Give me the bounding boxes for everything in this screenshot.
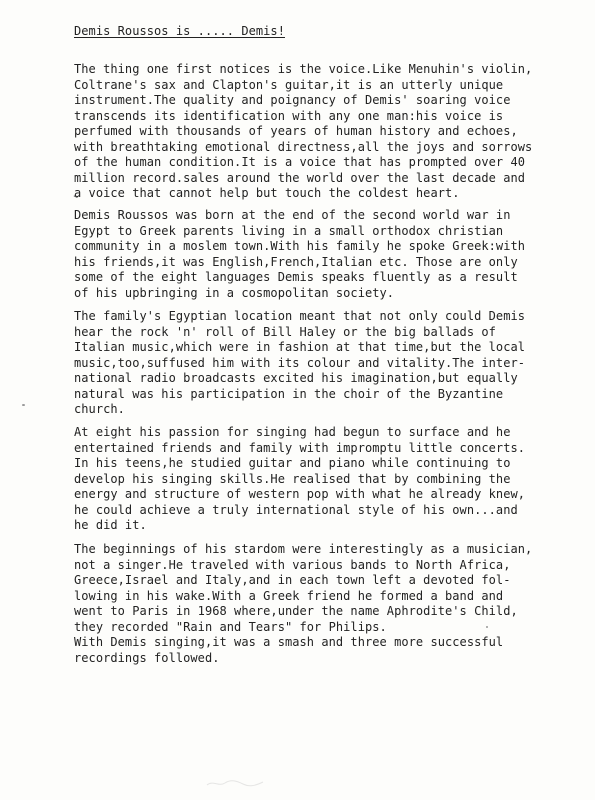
text-line: his friends,it was English,French,Italian etc. Those are only	[74, 254, 518, 269]
text-line: of the human condition.It is a voice that has prompted over 40	[74, 155, 526, 169]
text-line: The beginnings of his stardom were interestingly as a musician,	[74, 542, 533, 556]
text-line: hear the rock 'n' roll of Bill Haley or the big ballads of	[74, 324, 496, 339]
text-line: Egypt to Greek parents living in a small orthodox christian	[74, 223, 504, 238]
text-line: he did it.	[74, 518, 147, 532]
text-line: The family's Egyptian location meant that not only could Demis	[74, 309, 526, 323]
text-line: At eight his passion for singing had begun to surface and he	[74, 425, 511, 439]
paragraph-birth	[74, 208, 525, 301]
text-line: church.	[74, 402, 125, 416]
text-line: with breathtaking emotional directness,all the joys and sorrows	[74, 139, 533, 154]
text-line: of his upbringing in a cosmopolitan society.	[74, 285, 395, 300]
text-line: went to Paris in 1968 where,under the name Aphrodite's Child,	[74, 604, 518, 618]
paper-speck	[22, 404, 25, 406]
paragraph-stardom	[74, 542, 532, 666]
text-line: With Demis singing,it was a smash and three more successful	[74, 635, 504, 649]
text-line: perfumed with thousands of years of human history and echoes,	[74, 124, 518, 138]
text-line: natural was his participation in the choir of the Byzantine	[74, 386, 504, 401]
text-line: instrument.The quality and poignancy of Demis' soaring voice	[74, 93, 511, 107]
faint-bleed-through-mark	[205, 778, 265, 788]
text-line: energy and structure of western pop with what he already knew,	[74, 487, 526, 501]
text-line: The thing one first notices is the voice.Like Menuhin's violin,	[74, 62, 533, 76]
text-line: Demis Roussos was born at the end of the second world war in	[74, 208, 511, 222]
document-title: Demis Roussos is ..... Demis!	[74, 24, 285, 38]
text-line: million record.sales around the world over the last decade and	[74, 170, 526, 185]
text-line: he could achieve a truly international style of his own...and	[74, 502, 518, 517]
paragraph-egypt	[74, 309, 525, 418]
text-line: In his teens,he studied guitar and piano while continuing to	[74, 456, 511, 470]
text-line: community in a moslem town.With his family he spoke Greek:with	[74, 239, 526, 253]
text-line: transcends its identification with any one man:his voice is	[74, 108, 504, 123]
text-line: entertained friends and family with impromptu little concerts.	[74, 440, 526, 455]
text-line: Coltrane's sax and Clapton's guitar,it is an utterly unique	[74, 77, 504, 92]
paper-speck	[486, 626, 488, 628]
text-line: national radio broadcasts excited his imagination,but equally	[74, 371, 518, 385]
text-line: some of the eight languages Demis speaks fluently as a result	[74, 270, 518, 284]
text-line: a voice that cannot help but touch the coldest heart.	[74, 186, 460, 200]
paragraph-singing	[74, 425, 525, 534]
text-line: music,too,suffused him with its colour and vitality.The inter-	[74, 355, 526, 370]
text-line: recordings followed.	[74, 650, 220, 665]
paragraph-voice	[74, 62, 532, 202]
text-line: Greece,Israel and Italy,and in each town left a devoted fol-	[74, 573, 511, 587]
text-line: they recorded "Rain and Tears" for Philips.	[74, 619, 387, 634]
text-line: develop his singing skills.He realised that by combining the	[74, 471, 511, 486]
text-line: lowing in his wake.With a Greek friend he formed a band and	[74, 588, 504, 603]
text-line: Italian music,which were in fashion at that time,but the local	[74, 340, 526, 354]
text-line: not a singer.He traveled with various bands to North Africa,	[74, 557, 511, 572]
